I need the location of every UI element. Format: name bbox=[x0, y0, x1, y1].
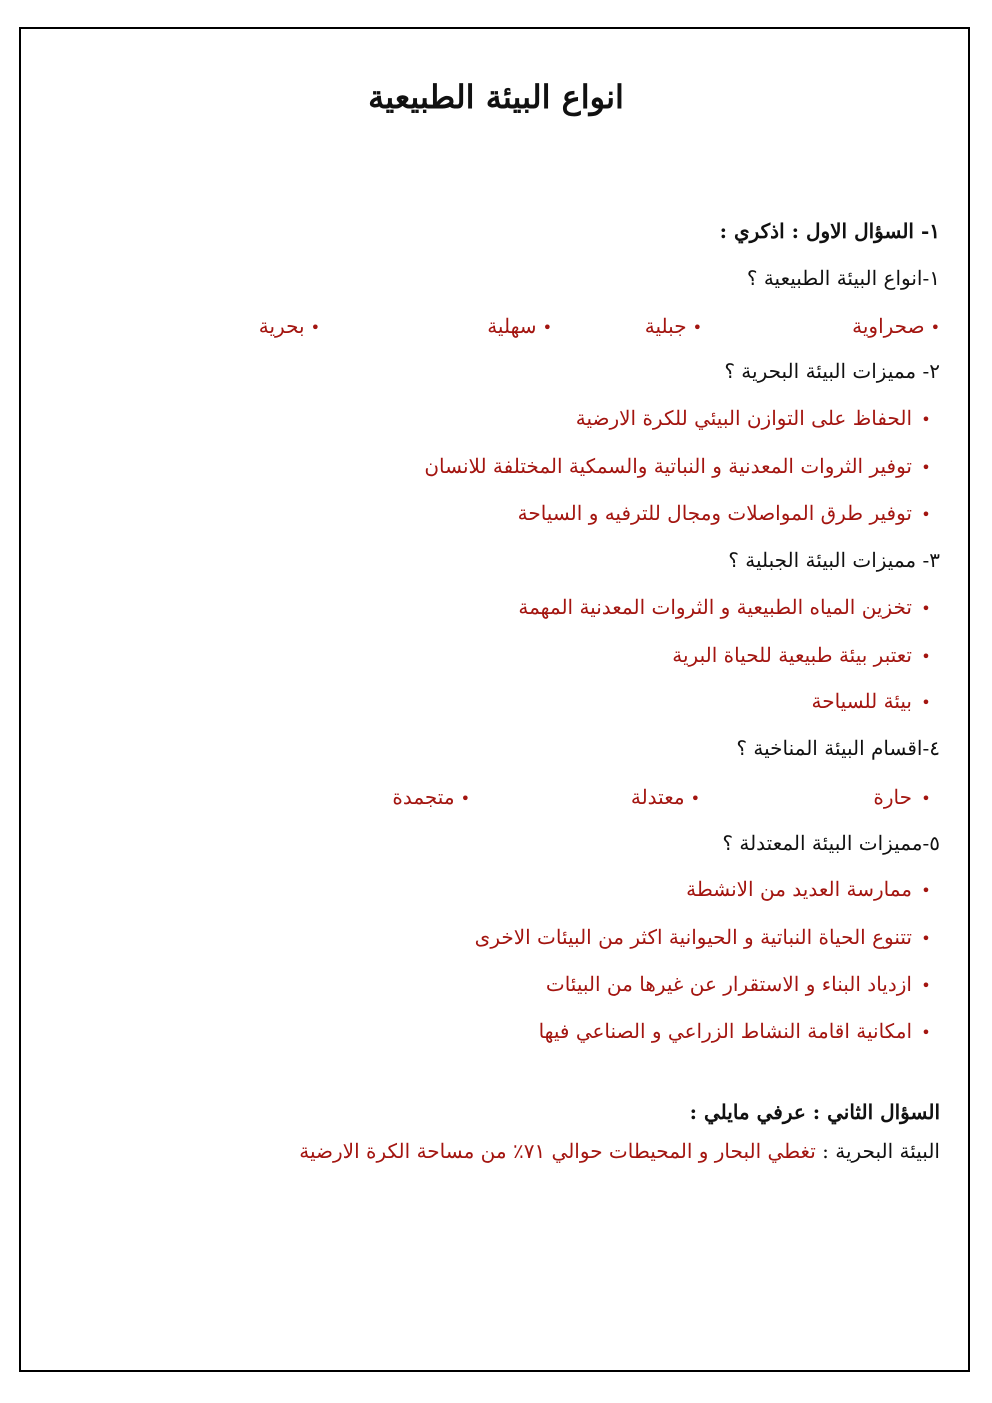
q1-sub1-answer-3: •سهلية bbox=[487, 314, 552, 338]
q1-sub3-answer-1: •تخزين المياه الطبيعية و الثروات المعدنية المهمة bbox=[518, 595, 931, 619]
q1-sub1-answer-2: •جبلية bbox=[644, 314, 702, 338]
q1-sub4-answer-2: •معتدلة bbox=[630, 785, 700, 809]
page-title: انواع البيئة الطبيعية bbox=[368, 78, 624, 116]
q1-sub2-question: ٢- مميزات البيئة البحرية ؟ bbox=[724, 359, 940, 383]
q1-sub4-answer-3: •متجمدة bbox=[392, 785, 470, 809]
q1-sub5-question: ٥-مميزات البيئة المعتدلة ؟ bbox=[722, 831, 940, 855]
q2-definition-line bbox=[299, 1136, 940, 1166]
q2-definition: تغطي البحار و المحيطات حوالي ٧١٪ من مساحة الكرة الارضية bbox=[299, 1139, 816, 1163]
q1-sub4-question: ٤-اقسام البيئة المناخية ؟ bbox=[736, 736, 940, 760]
q1-sub2-answer-3: •توفير طرق المواصلات ومجال للترفيه و السياحة bbox=[517, 501, 931, 525]
q1-sub5-answer-1: •ممارسة العديد من الانشطة bbox=[686, 877, 931, 901]
q1-sub4-answer-1: •حارة bbox=[873, 785, 931, 809]
q1-sub5-answer-4: •امكانية اقامة النشاط الزراعي و الصناعي فيها bbox=[538, 1019, 931, 1043]
q1-sub5-answer-2: •تتنوع الحياة النباتية و الحيوانية اكثر من البيئات الاخرى bbox=[474, 925, 931, 949]
q1-sub3-question: ٣- مميزات البيئة الجبلية ؟ bbox=[728, 548, 940, 572]
question-1-heading: ١- السؤال الاول : اذكري : bbox=[719, 219, 940, 243]
q1-sub1-answer-1: •صحراوية bbox=[852, 314, 940, 338]
q1-sub1-question: ١-انواع البيئة الطبيعية ؟ bbox=[746, 266, 940, 290]
question-2-heading: السؤال الثاني : عرفي مايلي : bbox=[689, 1100, 940, 1124]
q1-sub2-answer-1: •الحفاظ على التوازن البيئي للكرة الارضية bbox=[575, 406, 931, 430]
q1-sub3-answer-3: •بيئة للسياحة bbox=[811, 689, 931, 713]
q1-sub5-answer-3: •ازدياد البناء و الاستقرار عن غيرها من البيئات bbox=[545, 972, 931, 996]
q1-sub2-answer-2: •توفير الثروات المعدنية و النباتية والسمكية المختلفة للانسان bbox=[424, 454, 931, 478]
q1-sub1-answer-4: •بحرية bbox=[258, 314, 320, 338]
q2-term: البيئة البحرية : bbox=[822, 1139, 940, 1163]
q1-sub3-answer-2: •تعتبر بيئة طبيعية للحياة البرية bbox=[672, 643, 931, 667]
